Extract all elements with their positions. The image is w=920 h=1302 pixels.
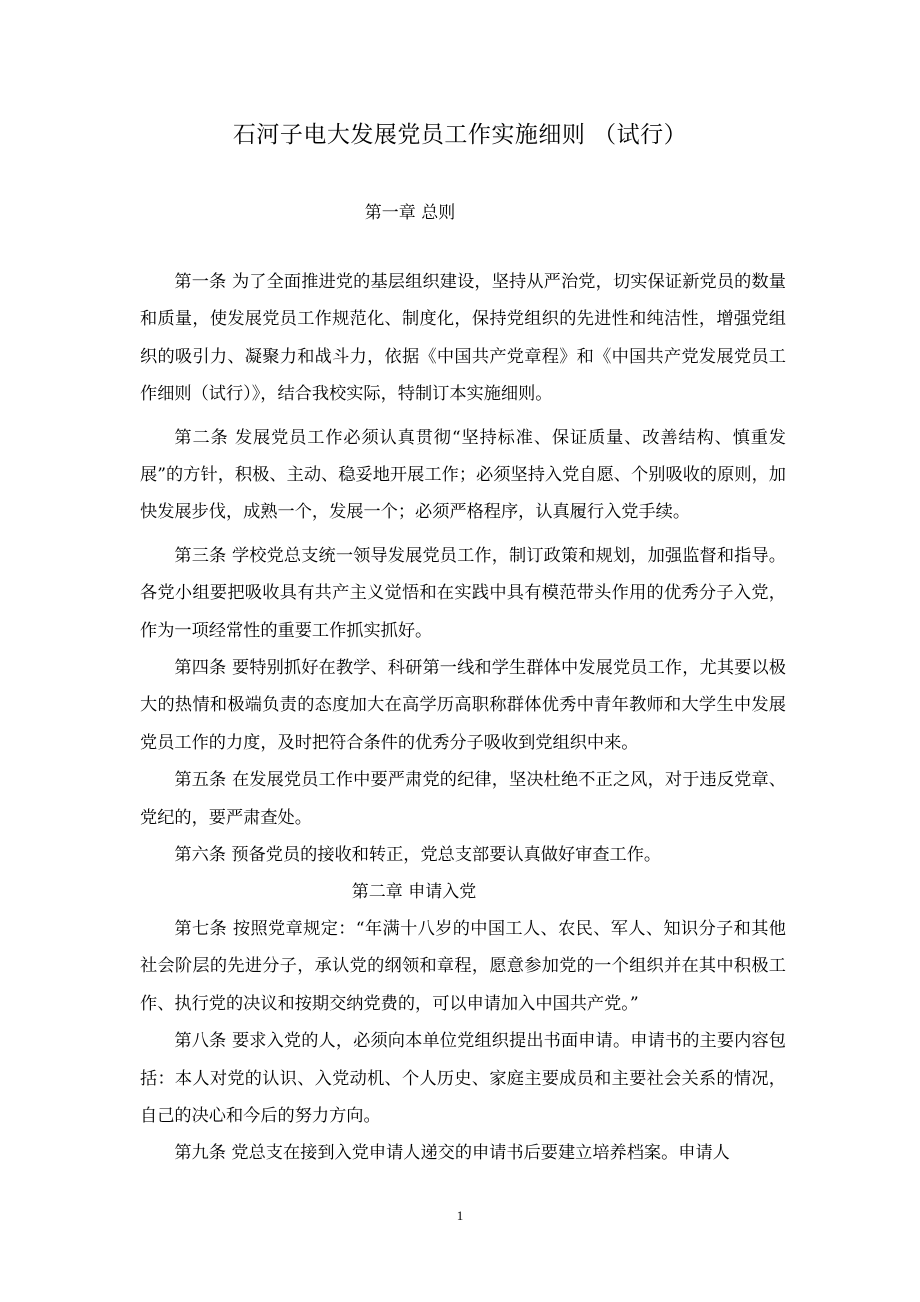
page-number: 1 xyxy=(456,1208,464,1223)
article-paragraph: 第四条 要特别抓好在教学、科研第一线和学生群体中发展党员工作，尤其要以极大的热情和极端负责的态度加大在高学历高职称群体优秀中青年教师和大学生中发展党员工作的力度，及时把符合条件的优秀分子吸收到党组织中来。 xyxy=(140,658,786,753)
article-paragraph: 第六条 预备党员的接收和转正，党总支部要认真做好审查工作。 xyxy=(174,845,662,866)
article-paragraph: 第一条 为了全面推进党的基层组织建设，坚持从严治党，切实保证新党员的数量和质量，使发展党员工作规范化、制度化，保持党组织的先进性和纯洁性，增强党组织的吸引力、凝聚力和战斗力，依据《中国共产党章程》和《中国共产党发展党员工作细则（试行）》，结合我校实际，特制订本实施细则。 xyxy=(140,272,786,405)
article-paragraph: 第二条 发展党员工作必须认真贯彻“坚持标准、保证质量、改善结构、慎重发展”的方针，积极、主动、稳妥地开展工作；必须坚持入党自愿、个别吸收的原则，加快发展步伐，成熟一个，发展一个；必须严格程序，认真履行入党手续。 xyxy=(140,427,786,523)
chapter-2-body xyxy=(140,911,786,1173)
article-paragraph: 第五条 在发展党员工作中要严肃党的纪律，坚决杜绝不正之风，对于违反党章、党纪的，要严肃查处。 xyxy=(140,770,786,828)
chapter-1-body xyxy=(140,264,786,875)
article-paragraph: 第九条 党总支在接到入党申请人递交的申请书后要建立培养档案。申请人 xyxy=(174,1143,730,1164)
article-paragraph: 第七条 按照党章规定：“年满十八岁的中国工人、农民、军人、知识分子和其他社会阶层的先进分子，承认党的纲领和章程，愿意参加党的一个组织并在其中积极工作、执行党的决议和按期交纳党费的，可以申请加入中国共产党。” xyxy=(140,919,786,1014)
chapter-heading: 第二章 申请入党 xyxy=(351,882,477,902)
chapter-heading: 第一章 总则 xyxy=(364,203,456,223)
document-title: 石河子电大发展党员工作实施细则 （试行） xyxy=(232,122,688,148)
article-paragraph: 第三条 学校党总支统一领导发展党员工作，制订政策和规划，加强监督和指导。各党小组要把吸收具有共产主义觉悟和在实践中具有模范带头作用的优秀分子入党，作为一项经常性的重要工作抓实抓好。 xyxy=(140,545,786,641)
article-paragraph: 第八条 要求入党的人，必须向本单位党组织提出书面申请。申请书的主要内容包括：本人对党的认识、入党动机、个人历史、家庭主要成员和主要社会关系的情况，自己的决心和今后的努力方向。 xyxy=(140,1031,786,1127)
